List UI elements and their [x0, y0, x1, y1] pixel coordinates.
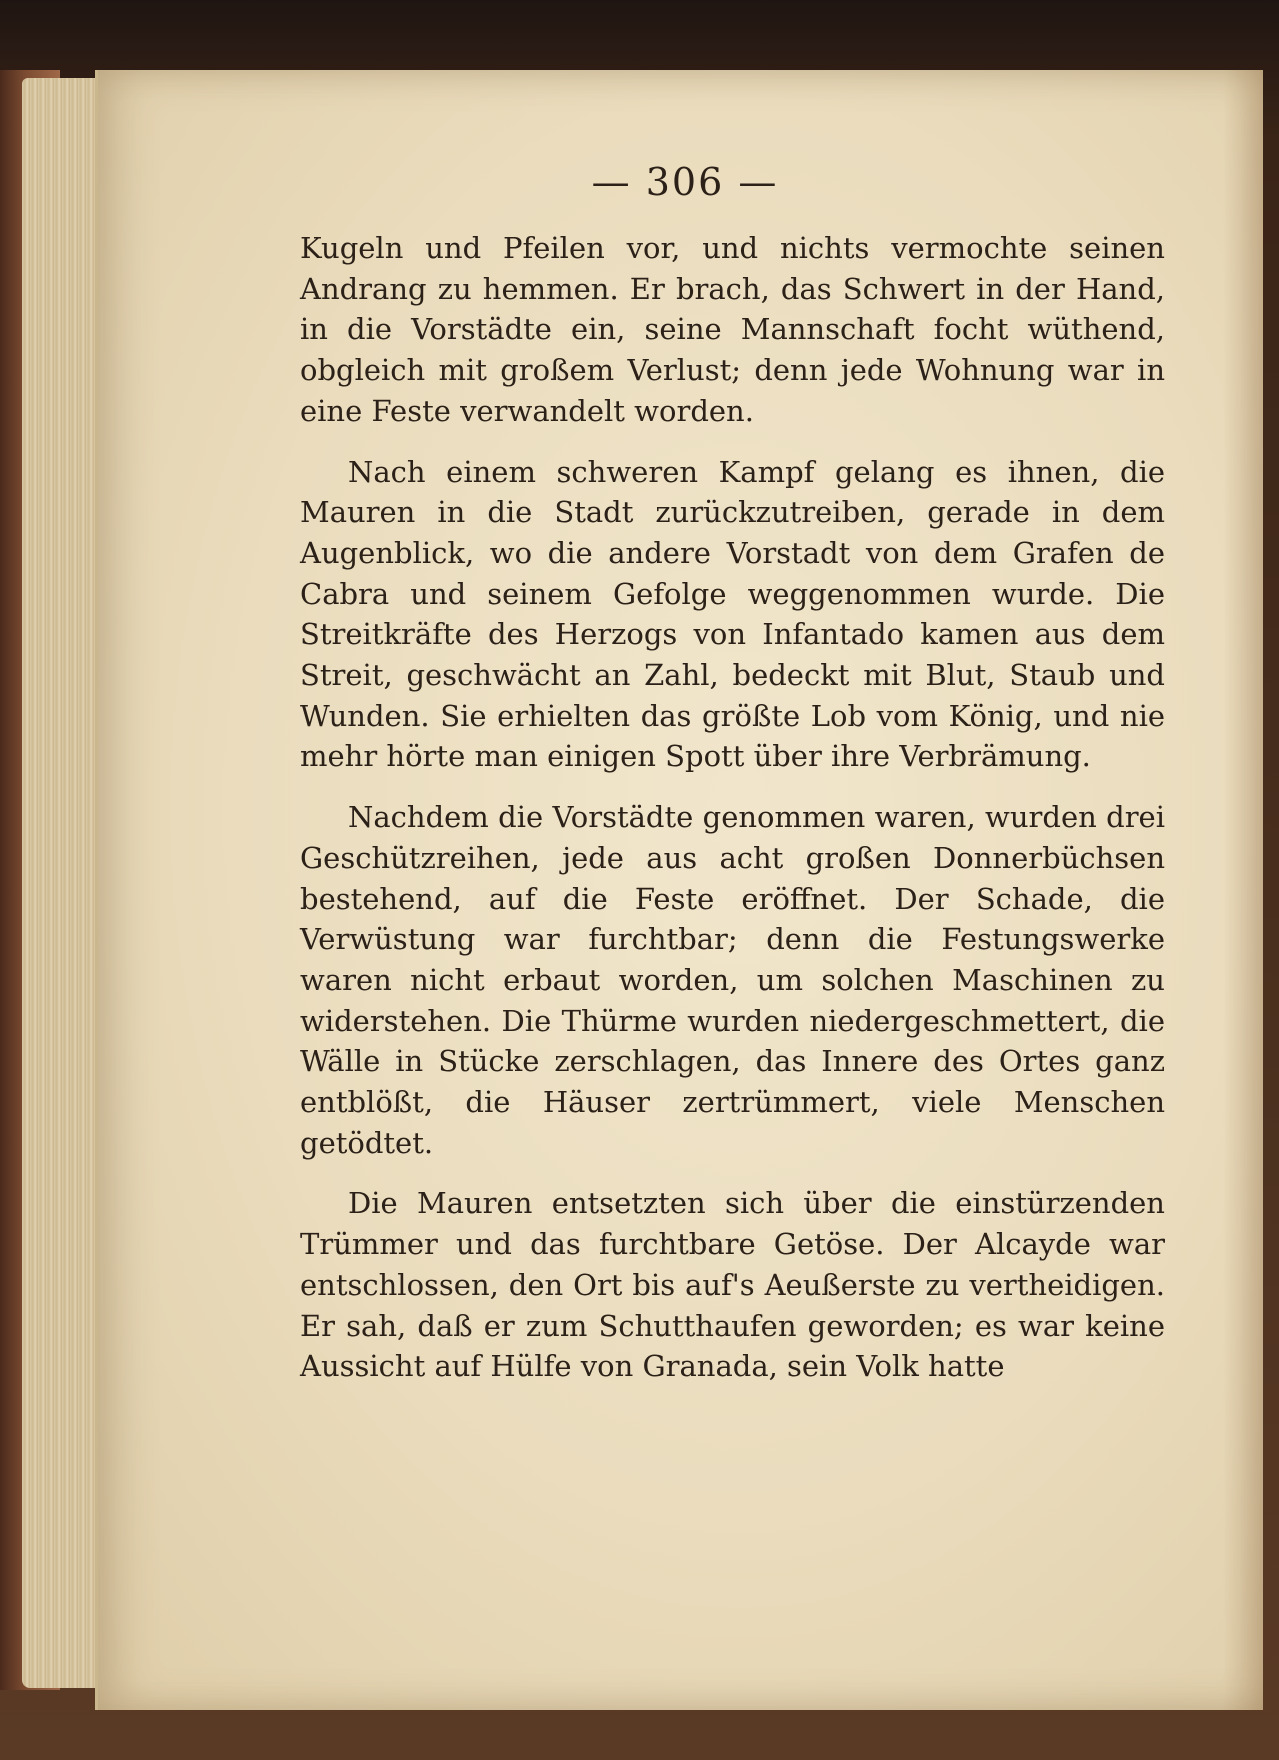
page-number: — 306 — — [591, 160, 779, 204]
paragraph-1: Kugeln und Pfeilen vor, und nichts vermochte seinen Andrang zu hemmen. Er brach, das Schwert in der Hand, in die Vorstädte ein, seine Mannschaft focht wüthend, obgleich mit großem Verlust; denn jede Wohnung war in eine Feste verwandelt worden. — [300, 231, 1165, 428]
page-body — [300, 228, 1165, 1387]
paragraph-2: Nach einem schweren Kampf gelang es ihnen, die Mauren in die Stadt zurückzutreiben, gerade in dem Augenblick, wo die andere Vorstadt von dem Grafen de Cabra und seinem Gefolge weggenommen wurde. Die Streitkräfte des Herzogs von Infantado kamen aus dem Streit, geschwächt an Zahl, bedeckt mit Blut, Staub und Wunden. Sie erhielten das größte Lob vom König, und nie mehr hörte man einigen Spott über ihre Verbrämung. — [300, 454, 1165, 774]
page-gutter-shadow — [1223, 70, 1263, 1710]
paragraph-4: Die Mauren entsetzten sich über die einstürzenden Trümmer und das furchtbare Getöse. Der Alcayde war entschlossen, den Ort bis auf's Aeußerste zu vertheidigen. Er sah, daß er zum Schutthaufen geworden; es war keine Aussicht auf Hülfe von Granada, sein Volk hatte — [300, 1186, 1165, 1384]
paragraph-3: Nachdem die Vorstädte genommen waren, wurden drei Geschützreihen, jede aus acht großen Donnerbüchsen bestehend, auf die Feste eröffnet. Der Schade, die Verwüstung war furchtbar; denn die Festungswerke waren nicht erbaut worden, um solchen Maschinen zu widerstehen. Die Thürme wurden niedergeschmettert, die Wälle in Stücke zerschlagen, das Innere des Ortes ganz entblößt, die Häuser zertrümmert, viele Menschen getödtet. — [300, 800, 1165, 1160]
